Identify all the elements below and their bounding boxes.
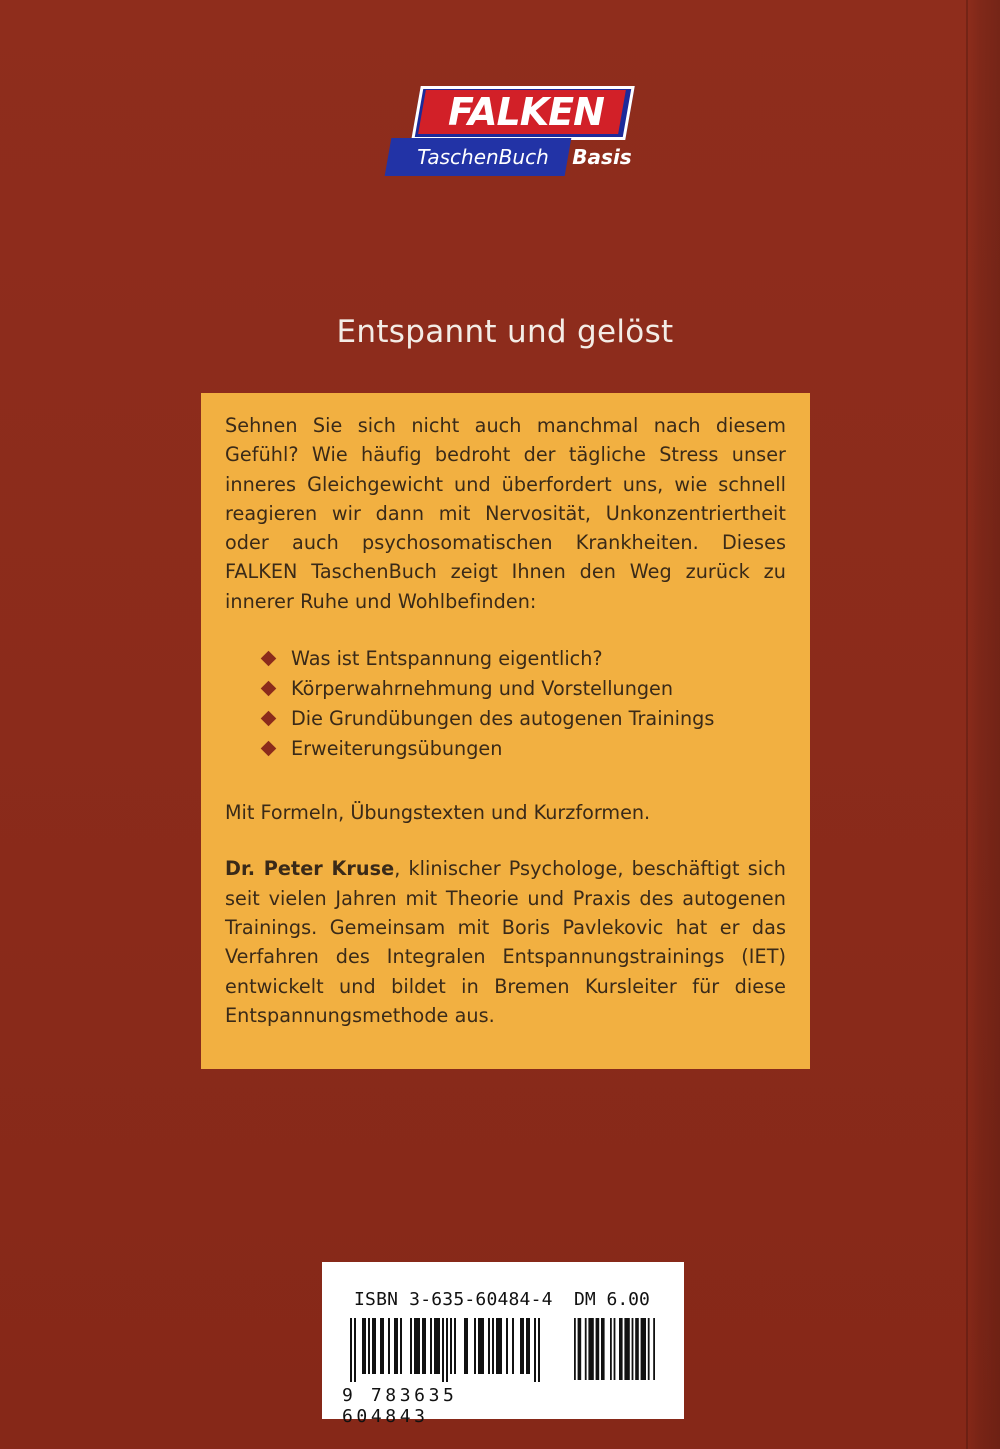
barcode-bar <box>596 1318 600 1380</box>
barcode-bar <box>578 1318 582 1380</box>
barcode-bar <box>442 1318 444 1382</box>
barcode-bar <box>632 1318 634 1380</box>
barcode-bar <box>610 1318 612 1380</box>
barcode-bar <box>496 1318 502 1374</box>
description-panel <box>201 393 810 1069</box>
logo-series-text: TaschenBuch <box>417 145 549 169</box>
barcode-bar <box>362 1318 366 1374</box>
isbn-text: ISBN 3-635-60484-4 <box>354 1289 553 1310</box>
barcode-bar <box>388 1318 390 1374</box>
formulas-line: Mit Formeln, Übungstexten und Kurzformen. <box>225 801 651 825</box>
barcode-bar <box>526 1318 530 1374</box>
diamond-bullet-icon <box>261 711 277 727</box>
barcode-bar <box>354 1318 356 1382</box>
ean-digits: 9 783635 604843 <box>342 1385 458 1427</box>
barcode-bar <box>446 1318 448 1382</box>
barcode-bar <box>635 1318 639 1380</box>
barcode-bar <box>619 1318 623 1380</box>
cover-subtitle: Entspannt und gelöst <box>336 314 674 350</box>
barcode-bar <box>478 1318 484 1374</box>
topic-item <box>261 674 786 704</box>
barcode-bar <box>492 1318 494 1374</box>
barcode-bar <box>574 1318 576 1380</box>
falken-logo <box>380 82 640 182</box>
barcode-bar <box>588 1318 593 1380</box>
barcode-bar <box>350 1318 352 1382</box>
diamond-bullet-icon <box>261 741 277 757</box>
barcode-bar <box>624 1318 629 1380</box>
barcode-bar <box>653 1318 655 1380</box>
barcode-bar <box>534 1318 536 1382</box>
barcode-bar <box>430 1318 432 1374</box>
topic-label: Die Grundübungen des autogenen Trainings <box>291 707 715 731</box>
barcode-bar <box>641 1318 646 1380</box>
barcode-bar <box>506 1318 508 1374</box>
price-text: DM 6.00 <box>574 1289 650 1310</box>
topic-label: Körperwahrnehmung und Vorstellungen <box>291 677 674 701</box>
topic-item <box>261 704 786 734</box>
barcode-bar <box>372 1318 376 1374</box>
barcode-bar <box>585 1318 587 1380</box>
barcode-bar <box>512 1318 514 1374</box>
topic-label: Erweiterungsübungen <box>291 737 503 761</box>
barcode-bar <box>400 1318 402 1374</box>
topic-list <box>261 644 786 764</box>
barcode-bar <box>648 1318 650 1380</box>
barcode-bar <box>538 1318 540 1382</box>
diamond-bullet-icon <box>261 681 277 697</box>
price-barcode <box>574 1318 662 1380</box>
topic-label: Was ist Entspannung eigentlich? <box>291 647 603 671</box>
barcode-bar <box>422 1318 426 1374</box>
intro-paragraph: Sehnen Sie sich nicht auch manchmal nach diesem Gefühl? Wie häufig bedroht der tägliche Stress unser inneres Gleichgewicht und überfordert uns, wie schnell reagieren wir dann mit Nervosität, Unkonzentriertheit oder auch psychosomatischen Krankheiten. Dieses FALKEN TaschenBuch zeigt Ihnen den Weg zurück zu innerer Ruhe und Wohlbefinden: <box>225 414 786 613</box>
barcode-bar <box>601 1318 605 1380</box>
logo-edition-text: Basis <box>572 145 632 169</box>
barcode-bar <box>450 1318 452 1374</box>
cover-fold-line <box>966 0 968 1449</box>
ean-barcode <box>350 1318 560 1382</box>
barcode-bar <box>368 1318 370 1374</box>
topic-item <box>261 644 786 674</box>
topic-item <box>261 734 786 764</box>
barcode-bar <box>414 1318 420 1374</box>
barcode-bar <box>410 1318 412 1374</box>
barcode-sticker <box>322 1262 684 1427</box>
barcode-bar <box>454 1318 456 1374</box>
barcode-bar <box>434 1318 440 1374</box>
barcode-bar <box>614 1318 616 1380</box>
author-bio: , klinischer Psychologe, beschäftigt sich seit vielen Jahren mit Theorie und Praxis des autogenen Trainings. Gemeinsam mit Boris Pavlekovic hat er das Verfahren des Integralen Entspannungstrainings (IET) entwickelt und bildet in Bremen Kursleiter für diese Entspannungsmethode aus. <box>225 857 786 1027</box>
author-paragraph <box>225 854 786 1030</box>
logo-brand-text: FALKEN <box>448 90 604 134</box>
barcode-bar <box>464 1318 468 1374</box>
barcode-bar <box>394 1318 398 1374</box>
barcode-bar <box>488 1318 490 1374</box>
author-name: Dr. Peter Kruse <box>225 857 395 881</box>
barcode-bar <box>474 1318 476 1374</box>
spine-shadow <box>966 0 1000 1449</box>
barcode-bar <box>380 1318 384 1374</box>
diamond-bullet-icon <box>261 651 277 667</box>
barcode-bar <box>520 1318 524 1374</box>
